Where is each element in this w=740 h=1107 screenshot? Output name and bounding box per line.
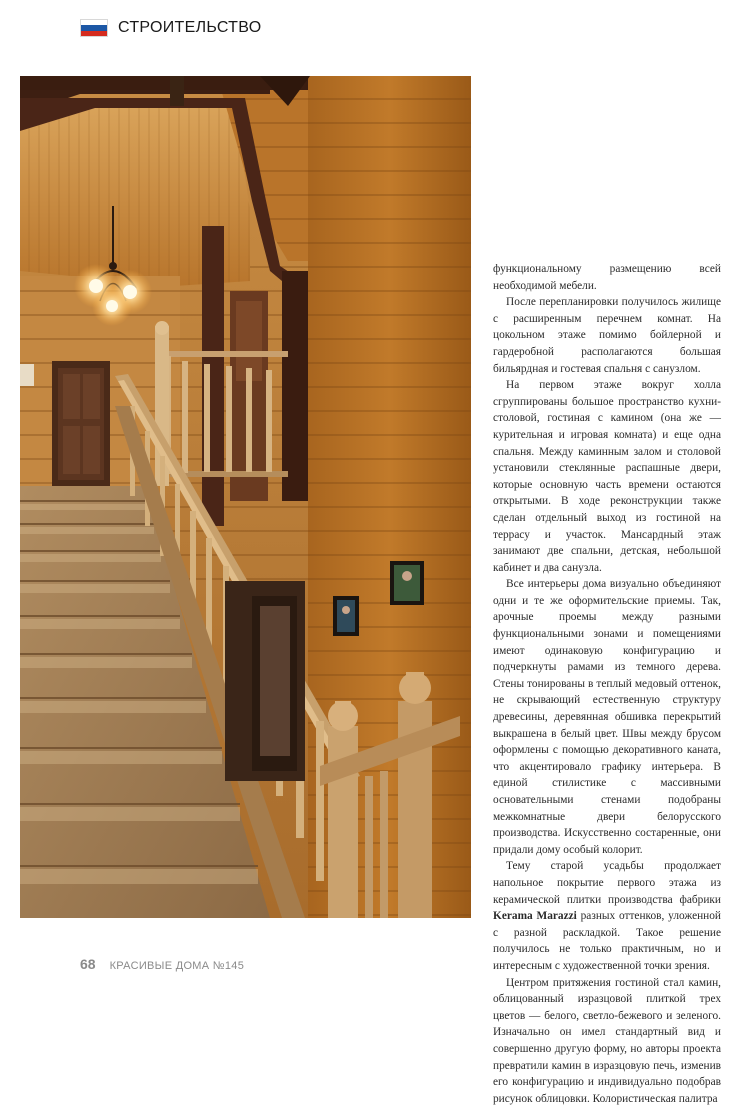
article-text-run: Тему старой усадьбы продолжает напольное покрытие первого этажа из керамической плитки производства фабрики — [493, 860, 721, 906]
staircase-interior-photo — [20, 76, 471, 918]
page-header — [80, 16, 261, 40]
article-paragraph: На первом этаже вокруг холла сгруппированы большое пространство кухни-столовой, гостиная с камином (она же — курительная и игровая комната) и еще одна спальня. Между каминным залом и столовой установили стеклянные распашные двери, которые основную часть времени остаются открытыми. В ходе реконструкции также сделан отдельный выход из гостиной на террасу и участок. Мансардный этаж занимают две спальни, детская, небольшой кабинет и два санузла. — [493, 379, 721, 574]
article-paragraph: Центром притяжения гостиной стал камин, облицованный изразцовой плиткой трех цветов — белого, светло-бежевого и зеленого. Изначально он имел стандартный вид и совершенно другую форму, но авторы проекта превратили камин в изразцовую печь, изменив его конфигурацию и индивидуально подобрав рисунок облицовки. Колористическая палитра — [493, 976, 721, 1105]
page-number: 68 — [80, 956, 96, 972]
article-paragraph: функциональному размещению всей необходимой мебели. — [493, 263, 721, 292]
magazine-issue: КРАСИВЫЕ ДОМА №145 — [109, 960, 245, 972]
section-title: СТРОИТЕЛЬСТВО — [118, 19, 262, 36]
article-text-run: разных оттенков, уложенной с разной раскладкой. Такое решение получилось не только практичным, но и интересным с художественной точки зрения. — [493, 910, 721, 972]
article-paragraph — [493, 858, 721, 974]
article-text — [493, 261, 721, 1107]
flag-stripe-red — [81, 31, 107, 36]
page-footer — [80, 956, 244, 972]
brand-name: Kerama Marazzi — [493, 910, 577, 923]
russia-flag-icon — [80, 19, 108, 37]
article-paragraph: Все интерьеры дома визуально объединяют одни и те же оформительские приемы. Так, арочные проемы между разными функциональными зонами и помещениями имеют одинаковую конфигурацию и подчеркнуты рамами из темного дерева. Стены тонированы в теплый медовый оттенок, не скрывающий естественную структуру древесины, деревянная обшивка перекрытий выкрашена в белый цвет. Швы между брусом оформлены с помощью декоративного каната, что акцентировало графику интерьера. В единой стилистике с массивными основательными стенами подобраны межкомнатные двери белорусского производства. Искусственно состаренные, они придали дому особый колорит. — [493, 578, 721, 856]
article-paragraph: После перепланировки получилось жилище с расширенным перечнем комнат. На цокольном этаже помимо бойлерной и гардеробной располагаются большая бильярдная и гостевая спальня с санузлом. — [493, 296, 721, 375]
